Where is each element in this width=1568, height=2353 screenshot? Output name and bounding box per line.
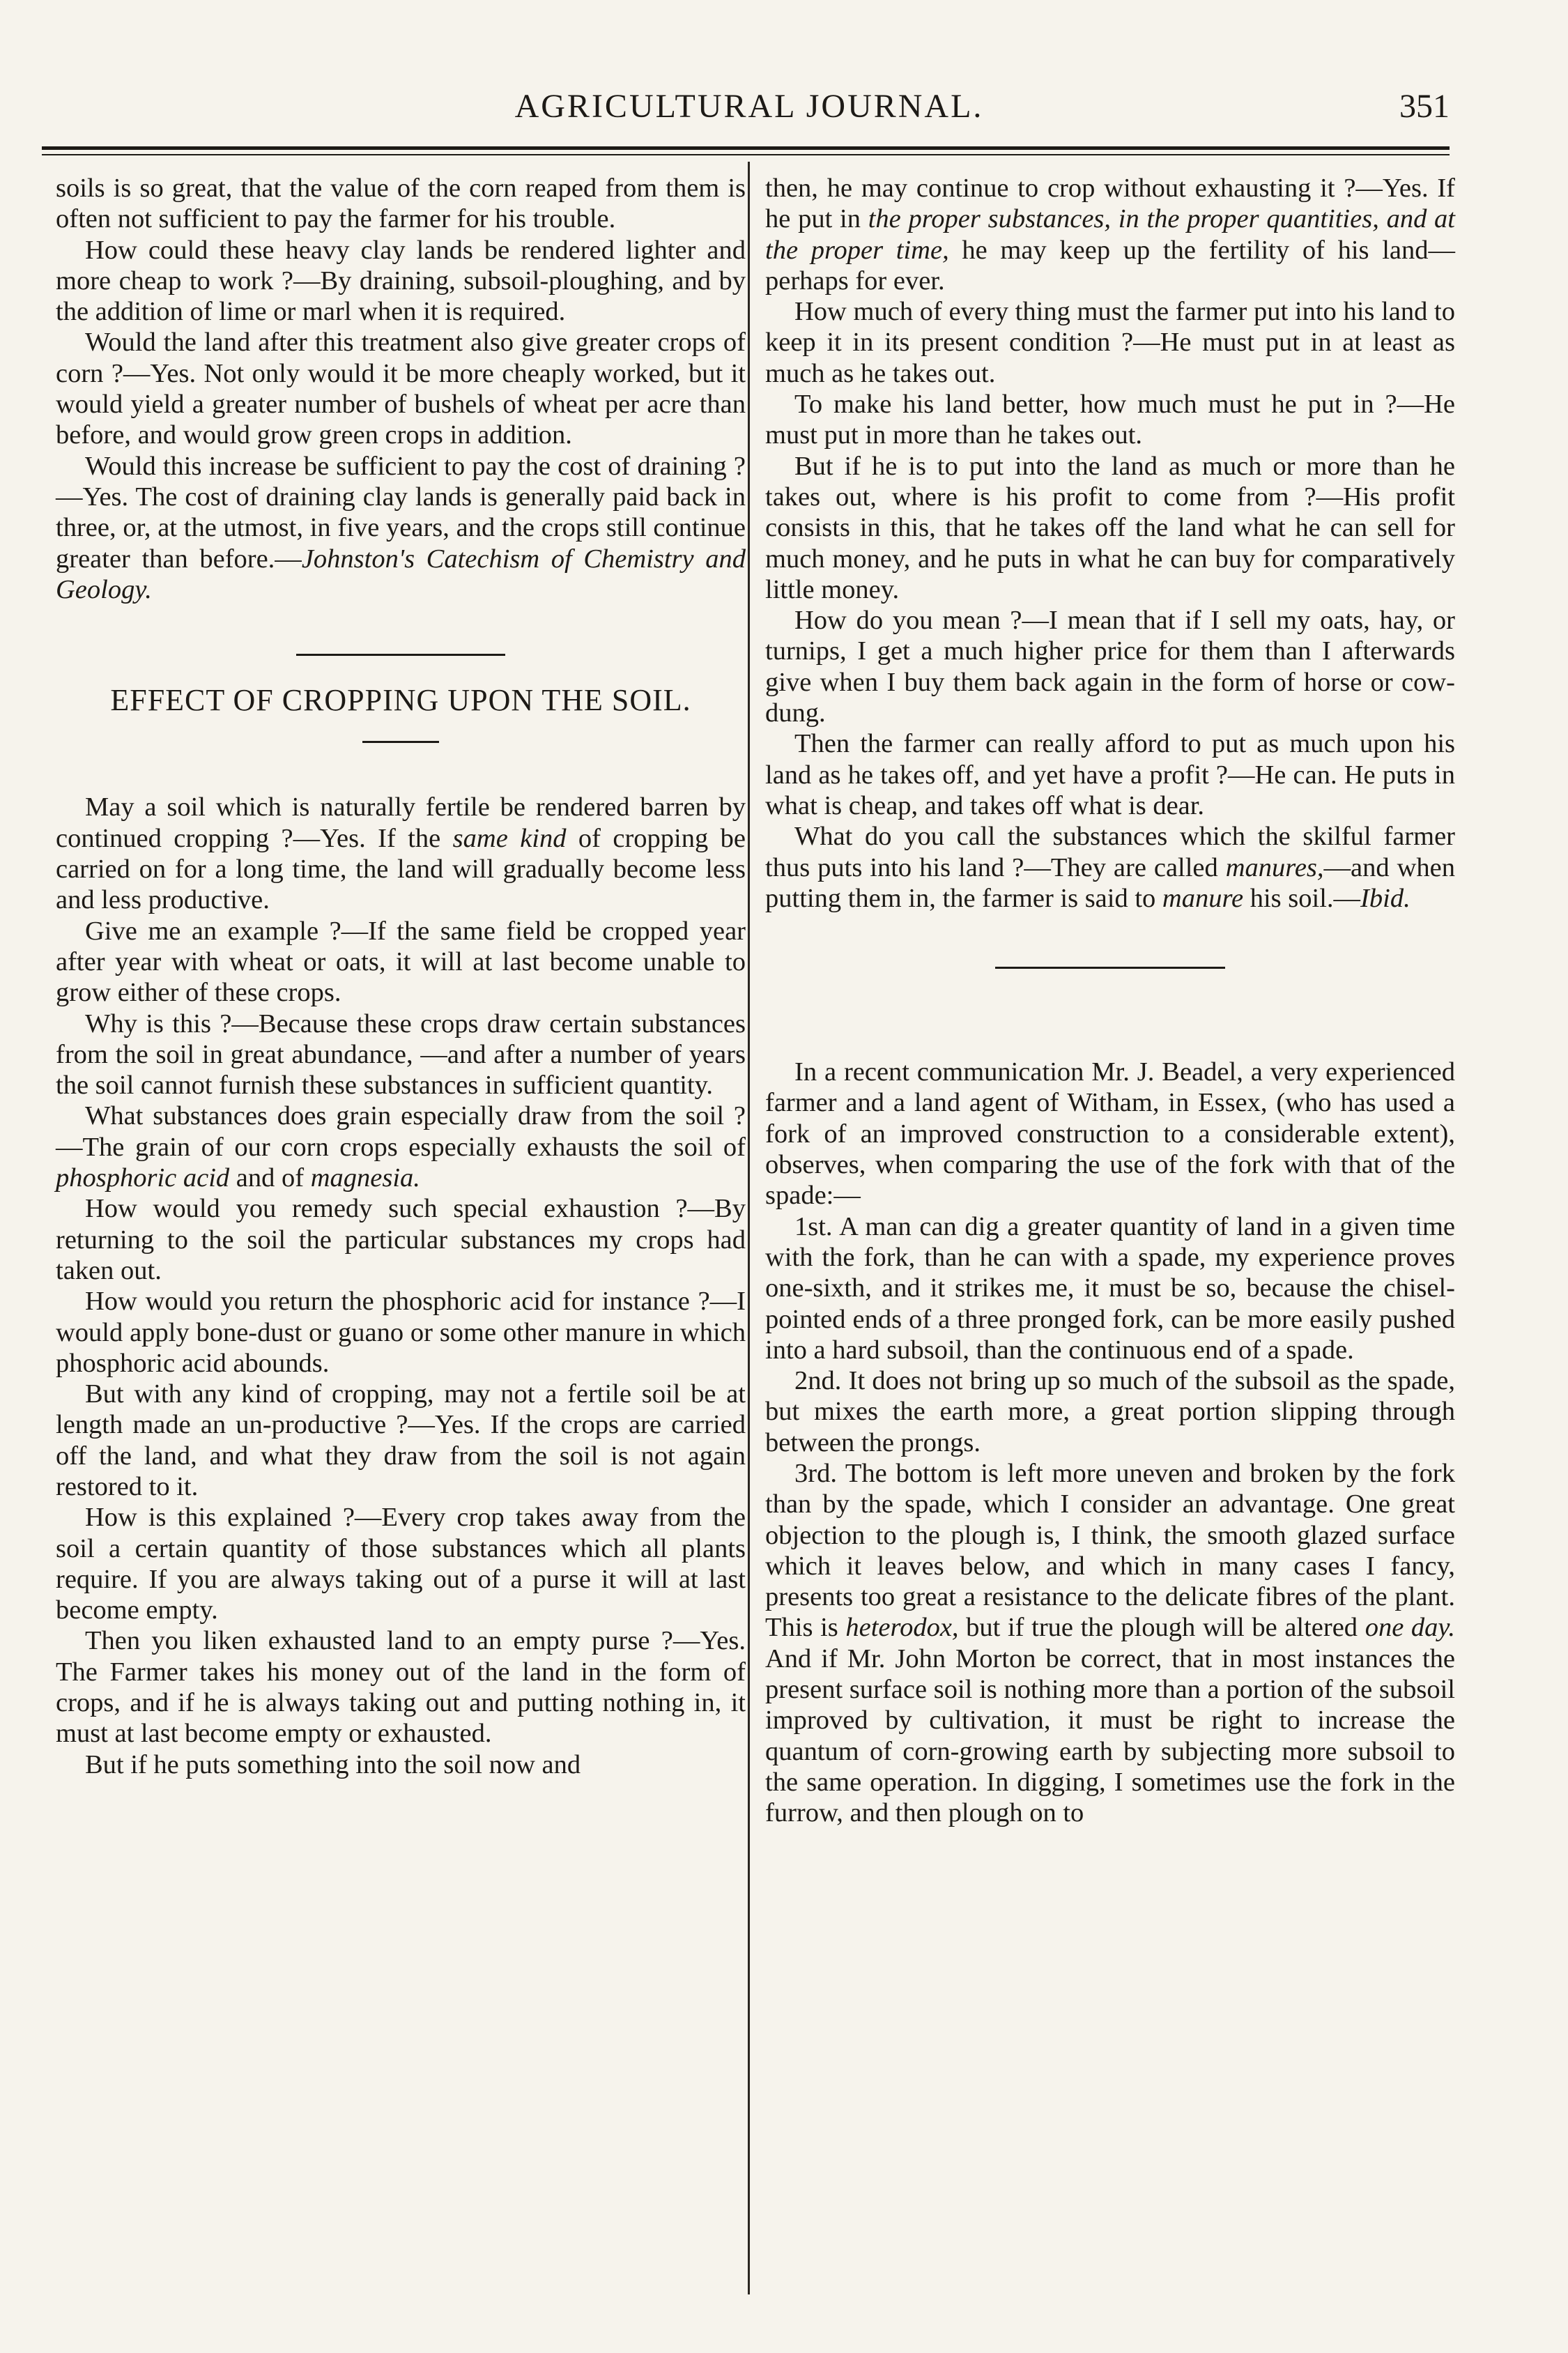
qa-italic: magnesia. <box>310 1163 420 1193</box>
qa-paragraph: How do you mean ?—I mean that if I sell my oats, hay, or turnips, I get a much higher price for them than I afterwards give when I buy them back again in the form of horse or cow-dung. <box>765 606 1455 728</box>
qa-italic: same kind <box>452 823 567 853</box>
qa-text: of cropping be carried on for a long time, the land will gradually become less and less productive. <box>56 823 746 915</box>
qa-paragraph: How is this explained ?—Every crop takes away from the soil a certain quantity of those substances which all plants require. If you are always taking out of a purse it will at last become empty. <box>56 1503 746 1625</box>
qa-paragraph <box>765 173 1455 296</box>
column-divider <box>748 162 750 2294</box>
qa-text: —and when putting them in, the farmer is said to <box>765 852 1455 913</box>
page-number: 351 <box>1399 88 1450 125</box>
qa-paragraph: Then the farmer can really afford to put as much upon his land as he takes off, and yet have a profit ?—He can. He puts in what is cheap, and takes off what is dear. <box>765 729 1455 820</box>
paragraph: How could these heavy clay lands be rendered lighter and more cheap to work ?—By draining, subsoil-ploughing, and by the addition of lime or marl when it is required. <box>56 235 746 327</box>
qa-paragraph: Then you liken exhausted land to an empty purse ?—Yes. The Farmer takes his money out of the land in the form of crops, and if he is always taking out and putting nothing in, it must at last become empty or exhausted. <box>56 1626 746 1749</box>
section-rule-short <box>362 741 439 743</box>
qa-paragraph <box>56 792 746 915</box>
paragraph <box>56 451 746 605</box>
paragraph-italic: one day. <box>1365 1613 1455 1643</box>
qa-paragraph: Why is this ?—Because these crops draw certain substances from the soil in great abundance, —and after a number of years the soil cannot furnish these substances in sufficient quantity. <box>56 1009 746 1101</box>
qa-italic: manure <box>1162 883 1244 913</box>
qa-text: What substances does grain especially draw from the soil ?—The grain of our corn crops especially exhausts the soil of <box>56 1101 746 1162</box>
qa-paragraph <box>765 821 1455 914</box>
paragraph: Would the land after this treatment also give greater crops of corn ?—Yes. Not only would it be more cheaply worked, but it would yield a greater number of bushels of wheat per acre than before, and would grow green crops in addition. <box>56 328 746 450</box>
paragraph-text: but if true the plough will be altered <box>958 1613 1365 1643</box>
qa-text: then, he may continue to crop without exhausting it ?—Yes. If he put in <box>765 174 1455 234</box>
qa-italic: phosphoric acid <box>56 1163 230 1193</box>
paragraph-text: Would this increase be sufficient to pay the cost of draining ?—Yes. The cost of draining clay lands is generally paid back in three, or, at the utmost, in five years, and the crops still continue greater than before.— <box>56 451 746 574</box>
qa-paragraph: But if he is to put into the land as much or more than he takes out, where is his profit to come from ?—His profit consists in this, that he takes off the land what he can sell for much money, and he puts in what he can buy for comparatively little money. <box>765 451 1455 604</box>
paragraph-text: 3rd. The bottom is left more uneven and broken by the fork than by the spade, which I consider an advantage. One great objection to the plough is, I think, the smooth glazed surface which it leaves below, and which in many cases I fancy, presents too great a resistance to the delicate fibres of the plant. This is <box>765 1458 1455 1643</box>
qa-paragraph: But with any kind of cropping, may not a fertile soil be at length made an un-productive ?—Yes. If the crops are carried off the land, and what they draw from the soil is not again restored to it. <box>56 1379 746 1501</box>
qa-paragraph: Give me an example ?—If the same field be cropped year after year with wheat or oats, it will at last become unable to grow either of these crops. <box>56 916 746 1008</box>
paragraph-italic: heterodox, <box>845 1613 959 1643</box>
header-rule <box>42 146 1450 155</box>
section-rule <box>296 654 505 656</box>
journal-title: AGRICULTURAL JOURNAL. <box>514 88 984 125</box>
paragraph: 2nd. It does not bring up so much of the subsoil as the spade, but mixes the earth more, a great portion slipping through between the prongs. <box>765 1366 1455 1457</box>
paragraph: soils is so great, that the value of the corn reaped from them is often not sufficient to pay the farmer for his trouble. <box>56 174 746 234</box>
qa-paragraph: How much of every thing must the farmer put into his land to keep it in its present condition ?—He must put in at least as much as he takes out. <box>765 297 1455 388</box>
qa-paragraph: But if he puts something into the soil now and <box>85 1749 581 1779</box>
attribution: Johnston's Catechism of Chemistry and Geology. <box>56 544 746 604</box>
right-column <box>765 173 1455 1829</box>
qa-text: his soil.— <box>1243 883 1361 913</box>
section-title: EFFECT OF CROPPING UPON THE SOIL. <box>110 683 691 718</box>
qa-paragraph <box>56 1101 746 1193</box>
page-header <box>49 87 1450 136</box>
paragraph-text: And if Mr. John Morton be correct, that in most instances the present surface soil is nothing more than a portion of the subsoil improved by cultivation, it must be right to increase the quantum of corn-growing earth by subjecting more subsoil to the same operation. In digging, I sometimes use the fork in the furrow, and then plough on to <box>765 1643 1455 1828</box>
qa-text: May a soil which is naturally fertile be rendered barren by continued cropping ?—Yes. If the <box>56 792 746 853</box>
qa-text: What do you call the substances which the skilful farmer thus puts into his land ?—They are called <box>765 822 1455 882</box>
qa-paragraph: To make his land better, how much must he put in ?—He must put in more than he takes out. <box>765 390 1455 450</box>
left-column <box>56 173 746 1780</box>
qa-italic: the proper substances, in the proper quantities, and at the proper time, <box>765 204 1456 265</box>
paragraph: In a recent communication Mr. J. Beadel, a very experienced farmer and a land agent of Witham, in Essex, (who has used a fork of an improved construction to a considerable extent), observes, when comparing the use of the fork with that of the spade:— <box>765 1057 1455 1211</box>
qa-text: he may keep up the fertility of his land—perhaps for ever. <box>765 235 1455 296</box>
qa-text: and of <box>229 1163 311 1193</box>
qa-paragraph: How would you return the phosphoric acid for instance ?—I would apply bone-dust or guano or some other manure in which phosphoric acid abounds. <box>56 1287 746 1378</box>
paragraph: 1st. A man can dig a greater quantity of land in a given time with the fork, than he can with a spade, my experience proves one-sixth, and it strikes me, it must be so, because the chisel-pointed ends of a three pronged fork, can be more easily pushed into a hard subsoil, than the continuous end of a spade. <box>765 1211 1455 1365</box>
qa-italic: manures, <box>1225 852 1324 882</box>
qa-paragraph: How would you remedy such special exhaustion ?—By returning to the soil the particular substances my crops had taken out. <box>56 1194 746 1285</box>
article-rule <box>995 967 1225 969</box>
paragraph <box>765 1458 1455 1829</box>
qa-italic: Ibid. <box>1360 883 1411 913</box>
